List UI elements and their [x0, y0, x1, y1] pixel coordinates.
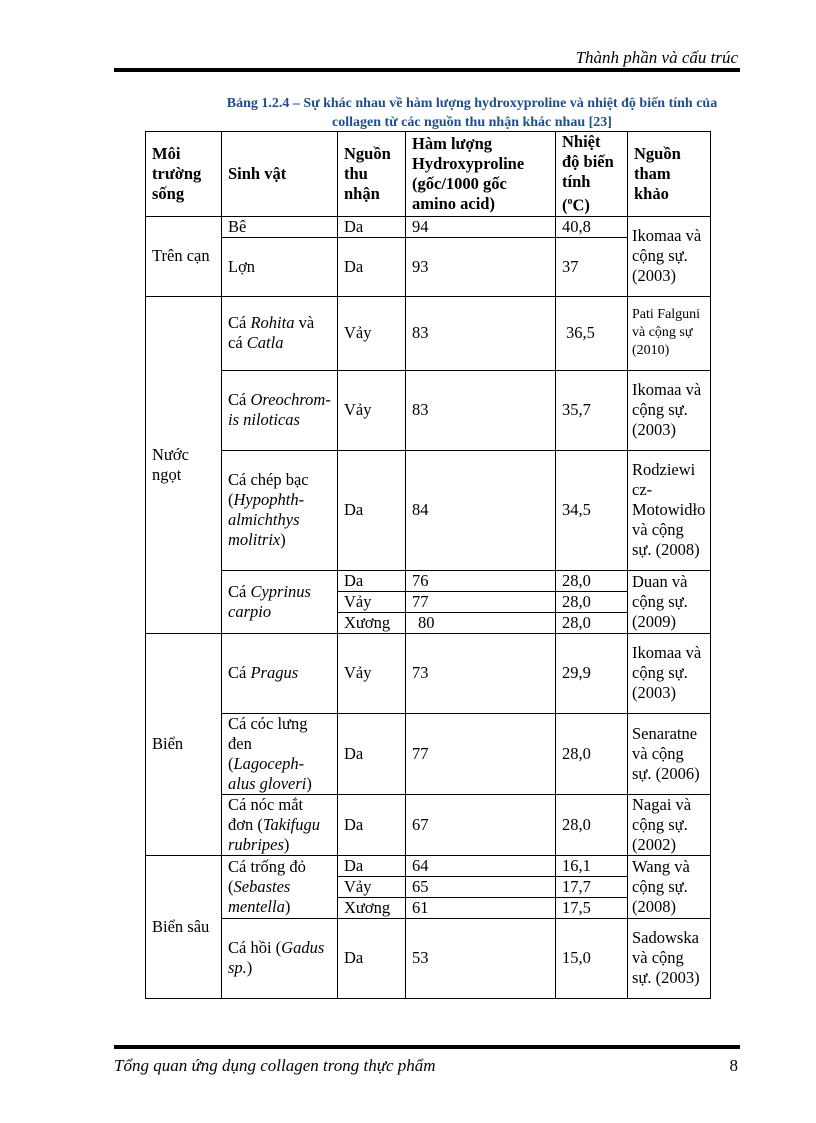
reference-cell: Ikomaa và cộng sự. (2003)	[628, 216, 711, 296]
table-row: Nước ngọt Cá Rohita và cá Catla Vảy 83 36,5 Pati Falguni và cộng sự (2010)	[146, 296, 711, 370]
table-row: Biển sâu Cá trống đỏ (Sebastes mentella) Da 64 16,1 Wang và cộng sự. (2008)	[146, 855, 711, 876]
organism-cell: Cá hồi (Gadus sp.)	[222, 918, 338, 998]
reference-cell: Duan và cộng sự. (2009)	[628, 570, 711, 633]
table-row: Biển Cá Pragus Vảy 73 29,9 Ikomaa và cộng sự. (2003)	[146, 633, 711, 713]
reference-cell: Nagai và cộng sự. (2002)	[628, 794, 711, 855]
reference-cell: Senaratne và cộng sự. (2006)	[628, 713, 711, 794]
header-reference: Nguồn tham khảo	[628, 132, 711, 217]
organism-cell: Cá Oreochrom-is niloticas	[222, 370, 338, 450]
table-row: Vảy 77 28,0	[146, 591, 711, 612]
table-row: Lợn Da 93 37	[146, 237, 711, 296]
header-row	[146, 132, 711, 217]
header-temperature: Nhiệt độ biến tính ($^o$C)	[556, 132, 628, 217]
reference-cell: Wang và cộng sự. (2008)	[628, 855, 711, 918]
page-number: 8	[729, 1056, 738, 1075]
group-freshwater: Nước ngọt	[146, 296, 222, 633]
header-env: Môi trường sống	[146, 132, 222, 217]
caption-line-1: Bảng 1.2.4 – Sự khác nhau về hàm lượng hydroxyproline và nhiệt độ biến tính của	[226, 96, 718, 111]
header-hydroxyproline: Hàm lượng Hydroxyproline (gốc/1000 gốc amino acid)	[406, 132, 556, 217]
running-header: Thành phần và cấu trúc	[575, 48, 738, 67]
reference-cell: Rodziewi cz-Motowidło và cộng sự. (2008)	[628, 450, 711, 570]
organism-cell: Cá Rohita và cá Catla	[222, 296, 338, 370]
table-row: Xương 61 17,5	[146, 897, 711, 918]
table-caption	[114, 94, 816, 132]
table-row: Cá Oreochrom-is niloticas Vảy 83 35,7 Ikomaa và cộng sự. (2003)	[146, 370, 711, 450]
table-row: Trên cạn Bê Da 94 40,8 Ikomaa và cộng sự. (2003)	[146, 216, 711, 237]
caption-line-2: collagen từ các nguồn thu nhận khác nhau [23]	[332, 115, 612, 130]
organism-cell: Cá Pragus	[222, 633, 338, 713]
table-row: Cá hồi (Gadus sp.) Da 53 15,0 Sadowska và cộng sự. (2003)	[146, 918, 711, 998]
table-row: Vảy 65 17,7	[146, 876, 711, 897]
reference-cell: Sadowska và cộng sự. (2003)	[628, 918, 711, 998]
reference-cell: Pati Falguni và cộng sự (2010)	[628, 296, 711, 370]
table-row: Cá nóc mắt đơn (Takifugu rubripes) Da 67 28,0 Nagai và cộng sự. (2002)	[146, 794, 711, 855]
table-row: Cá Cyprinus carpio Da 76 28,0 Duan và cộng sự. (2009)	[146, 570, 711, 591]
reference-cell: Ikomaa và cộng sự. (2003)	[628, 370, 711, 450]
running-footer: Tổng quan ứng dụng collagen trong thực phẩm	[114, 1056, 436, 1075]
organism-cell: Cá chép bạc (Hypophth-almichthys molitrix)	[222, 450, 338, 570]
organism-cell: Cá Cyprinus carpio	[222, 570, 338, 633]
table-row: Xương 80 28,0	[146, 612, 711, 633]
group-deep-sea: Biển sâu	[146, 855, 222, 998]
reference-cell: Ikomaa và cộng sự. (2003)	[628, 633, 711, 713]
header-source: Nguồn thu nhận	[338, 132, 406, 217]
header-organism: Sinh vật	[222, 132, 338, 217]
organism-cell: Cá cóc lưng đen (Lagoceph-alus gloveri)	[222, 713, 338, 794]
organism-cell: Cá trống đỏ (Sebastes mentella)	[222, 855, 338, 918]
table-row: Cá chép bạc (Hypophth-almichthys molitrix) Da 84 34,5 Rodziewi cz-Motowidło và cộng sự. (2008)	[146, 450, 711, 570]
organism-cell: Cá nóc mắt đơn (Takifugu rubripes)	[222, 794, 338, 855]
group-sea: Biển	[146, 633, 222, 855]
group-land: Trên cạn	[146, 216, 222, 296]
table-row: Cá cóc lưng đen (Lagoceph-alus gloveri) Da 77 28,0 Senaratne và cộng sự. (2006)	[146, 713, 711, 794]
collagen-table	[145, 131, 711, 999]
header-rule	[114, 68, 740, 72]
footer-rule	[114, 1045, 740, 1049]
